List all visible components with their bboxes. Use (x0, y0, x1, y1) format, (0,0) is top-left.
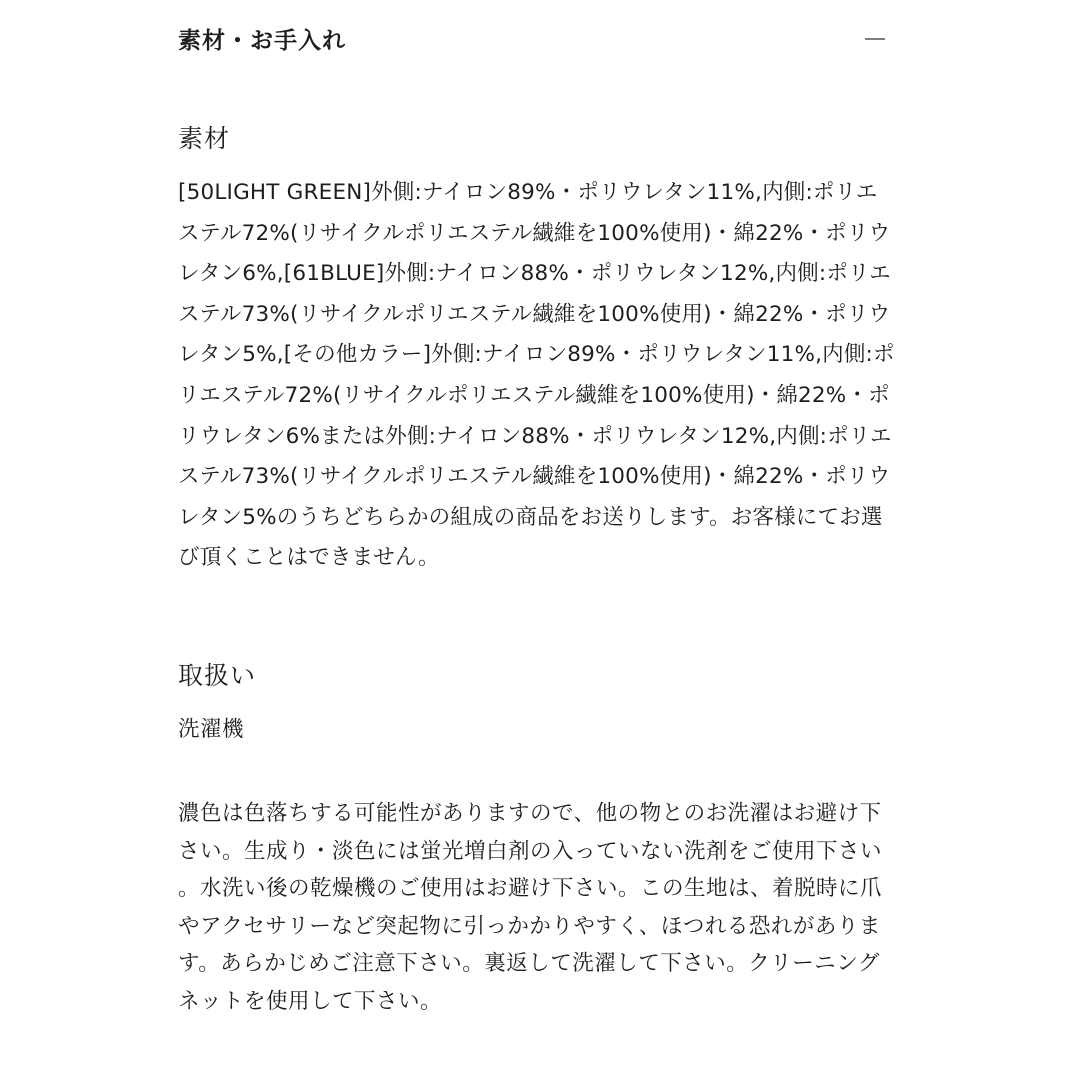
care-heading: 取扱い (178, 661, 257, 690)
care-method: 洗濯機 (178, 717, 245, 742)
accordion-header[interactable] (178, 0, 898, 80)
accordion-title: 素材・お手入れ (178, 28, 346, 54)
material-heading: 素材 (178, 124, 231, 153)
care-instructions: 濃色は色落ちする可能性がありますので、他の物とのお洗濯はお避け下さい。生成り・淡色には蛍光増白剤の入っていない洗剤をご使用下さい。水洗い後の乾燥機のご使用はお避け下さい。この生地は、着脱時に爪やアクセサリーなど突起物に引っかかりやすく、ほつれる恐れがあります。あらかじめご注意下さい。裏返して洗濯して下さい。クリーニングネットを使用して下さい。 (178, 801, 883, 1014)
minus-icon[interactable] (862, 30, 888, 48)
material-care-panel (178, 0, 898, 1080)
material-description: [50LIGHT GREEN]外側:ナイロン89%・ポリウレタン11%,内側:ポリエステル72%(リサイクルポリエステル繊維を100%使用)・綿22%・ポリウレタン6%,[61BLUE]外側:ナイロン88%・ポリウレタン12%,内側:ポリエステル73%(リサイクルポリエステル繊維を100%使用)・綿22%・ポリウレタン5%,[その他カラー]外側:ナイロン89%・ポリウレタン11%,内側:ポリエステル72%(リサイクルポリエステル繊維を100%使用)・綿22%・ポリウレタン6%または外側:ナイロン88%・ポリウレタン12%,内側:ポリエステル73%(リサイクルポリエステル繊維を100%使用)・綿22%・ポリウレタン5%のうちどちらかの組成の商品をお送りします。お客様にてお選び頂くことはできません。 (178, 180, 895, 571)
